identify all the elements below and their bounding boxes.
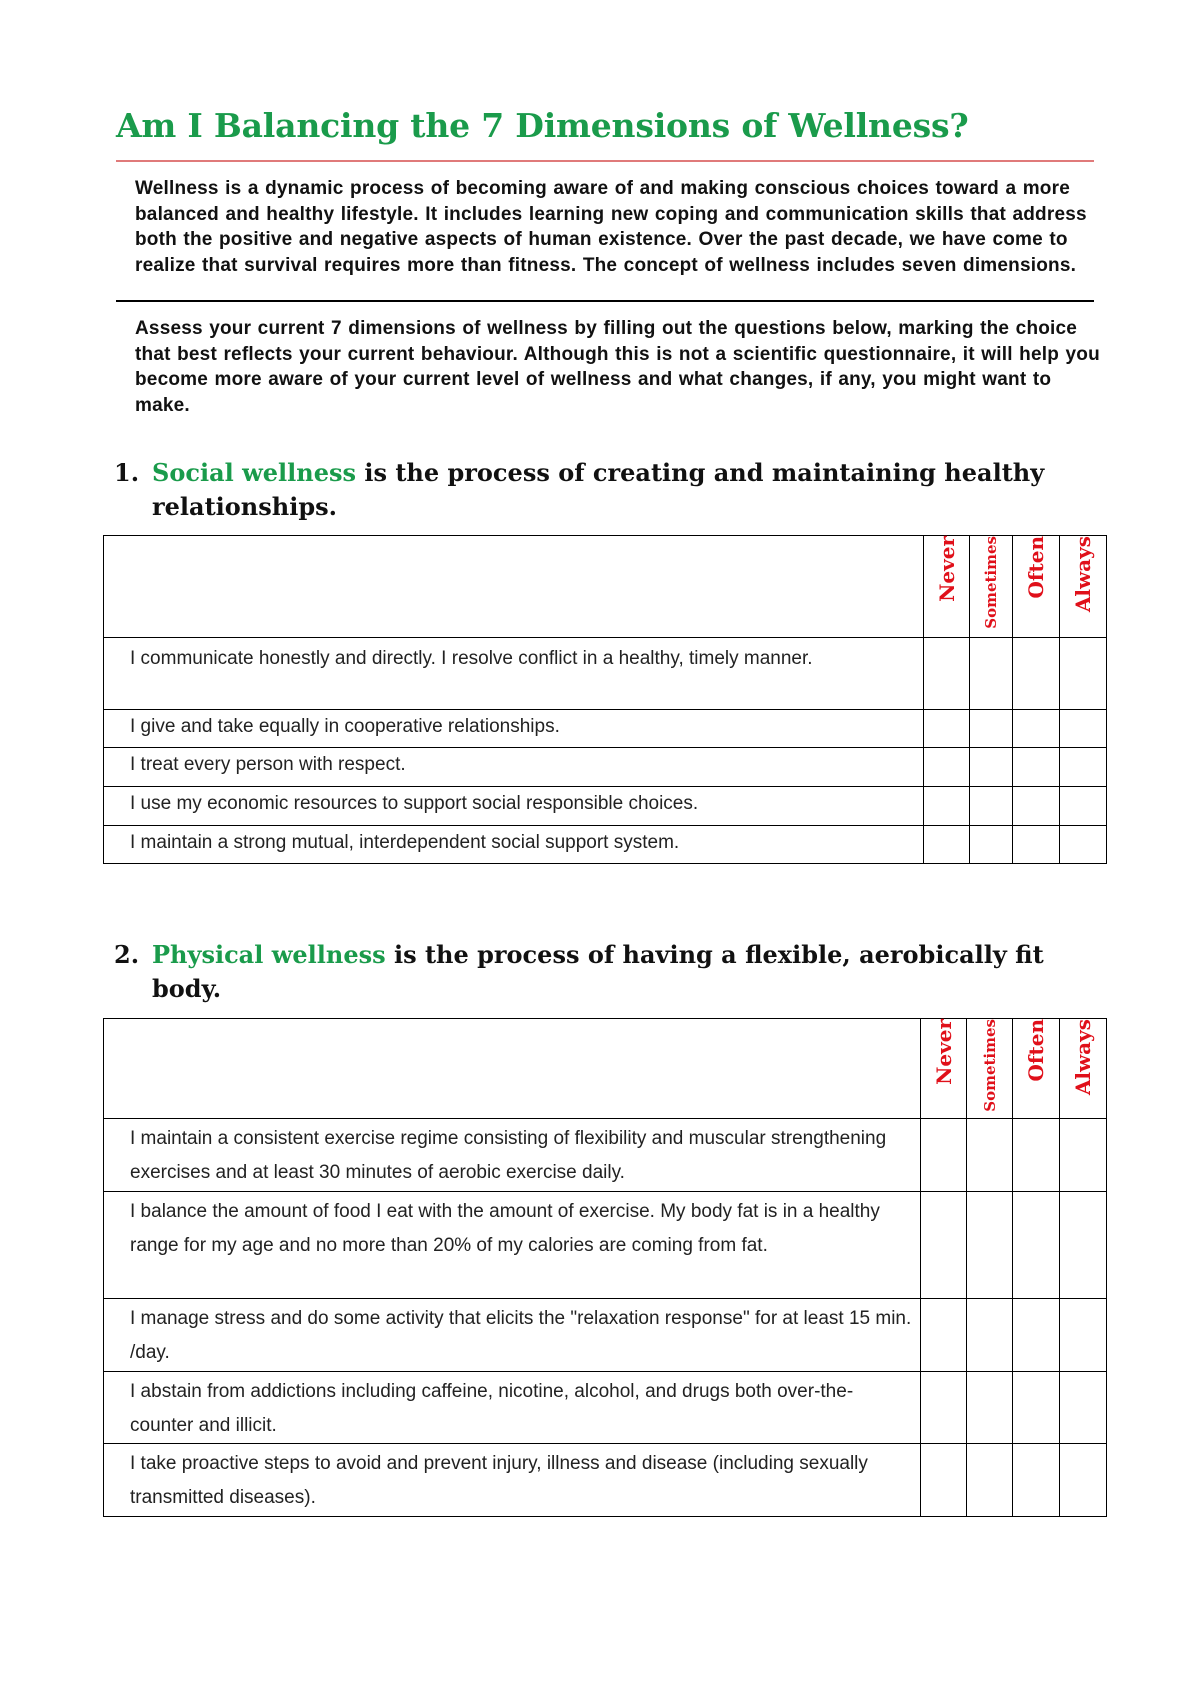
table-row xyxy=(104,1192,1107,1299)
table-header-row xyxy=(104,1019,1107,1119)
never-checkbox[interactable] xyxy=(924,638,970,710)
often-checkbox[interactable] xyxy=(1013,826,1060,864)
social-wellness-table xyxy=(103,535,1107,864)
table-row xyxy=(104,748,1107,787)
column-label: Sometimes xyxy=(980,1019,999,1112)
always-checkbox[interactable] xyxy=(1060,710,1107,748)
statement-text: I maintain a strong mutual, interdependent social support system. xyxy=(104,826,924,864)
section-heading-social xyxy=(114,456,1074,524)
never-checkbox[interactable] xyxy=(921,1119,967,1192)
never-checkbox[interactable] xyxy=(921,1372,967,1444)
always-checkbox[interactable] xyxy=(1060,638,1107,710)
table-row xyxy=(104,1372,1107,1444)
often-checkbox[interactable] xyxy=(1013,1192,1060,1299)
table-row xyxy=(104,787,1107,826)
column-label: Often xyxy=(1024,536,1048,599)
sometimes-checkbox[interactable] xyxy=(967,1119,1013,1192)
statement-text: I manage stress and do some activity that elicits the "relaxation response" for at least 15 min. /day. xyxy=(104,1299,921,1372)
sometimes-checkbox[interactable] xyxy=(970,748,1013,787)
header-blank-cell xyxy=(104,1019,921,1119)
always-checkbox[interactable] xyxy=(1060,1372,1107,1444)
section-number: 1. xyxy=(114,458,140,487)
column-header-often xyxy=(1013,1019,1060,1119)
statement-text: I give and take equally in cooperative relationships. xyxy=(104,710,924,748)
always-checkbox[interactable] xyxy=(1060,826,1107,864)
always-checkbox[interactable] xyxy=(1060,748,1107,787)
column-header-sometimes xyxy=(970,536,1013,638)
column-label: Never xyxy=(934,536,959,602)
column-header-often xyxy=(1013,536,1060,638)
assess-paragraph: Assess your current 7 dimensions of wellness by filling out the questions below, marking the choice that best reflects your current behaviour. Although this is not a scientific questionnaire, it will help you become more aware of your current level of wellness and what changes, if any, you might want to make. xyxy=(135,318,1100,416)
column-header-always xyxy=(1060,1019,1107,1119)
column-header-always xyxy=(1060,536,1107,638)
column-label: Often xyxy=(1024,1019,1048,1082)
often-checkbox[interactable] xyxy=(1013,1299,1060,1372)
often-checkbox[interactable] xyxy=(1013,1119,1060,1192)
table-row xyxy=(104,638,1107,710)
often-checkbox[interactable] xyxy=(1013,638,1060,710)
often-checkbox[interactable] xyxy=(1013,710,1060,748)
often-checkbox[interactable] xyxy=(1013,748,1060,787)
intro-paragraph: Wellness is a dynamic process of becoming aware of and making conscious choices toward a more balanced and healthy lifestyle. It includes learning new coping and communication skills that address both the positive and negative aspects of human existence. Over the past decade, we have come to realize that survival requires more than fitness. The concept of wellness includes seven dimensions. xyxy=(135,178,1087,276)
never-checkbox[interactable] xyxy=(924,748,970,787)
sometimes-checkbox[interactable] xyxy=(970,710,1013,748)
column-header-never xyxy=(921,1019,967,1119)
always-checkbox[interactable] xyxy=(1060,1192,1107,1299)
section-number: 2. xyxy=(114,940,140,969)
sometimes-checkbox[interactable] xyxy=(970,787,1013,826)
column-header-never xyxy=(924,536,970,638)
table-header-row xyxy=(104,536,1107,638)
statement-text: I balance the amount of food I eat with the amount of exercise. My body fat is in a healthy range for my age and no more than 20% of my calories are coming from fat. xyxy=(104,1192,921,1299)
sometimes-checkbox[interactable] xyxy=(967,1372,1013,1444)
table-row xyxy=(104,1444,1107,1517)
section-description: is the process of creating and maintaining healthy xyxy=(356,458,1045,487)
sometimes-checkbox[interactable] xyxy=(970,826,1013,864)
always-checkbox[interactable] xyxy=(1060,787,1107,826)
never-checkbox[interactable] xyxy=(921,1444,967,1517)
never-checkbox[interactable] xyxy=(924,826,970,864)
table-row xyxy=(104,826,1107,864)
sometimes-checkbox[interactable] xyxy=(967,1192,1013,1299)
table-row xyxy=(104,1119,1107,1192)
section-description-cont: body. xyxy=(152,974,222,1003)
column-label: Always xyxy=(1071,1019,1095,1096)
statement-text: I treat every person with respect. xyxy=(104,748,924,787)
column-label: Never xyxy=(931,1019,956,1085)
title-divider xyxy=(116,160,1094,162)
statement-text: I use my economic resources to support social responsible choices. xyxy=(104,787,924,826)
statement-text: I abstain from addictions including caffeine, nicotine, alcohol, and drugs both over-the-counter and illicit. xyxy=(104,1372,921,1444)
never-checkbox[interactable] xyxy=(924,710,970,748)
always-checkbox[interactable] xyxy=(1060,1444,1107,1517)
sometimes-checkbox[interactable] xyxy=(967,1299,1013,1372)
never-checkbox[interactable] xyxy=(924,787,970,826)
often-checkbox[interactable] xyxy=(1013,1372,1060,1444)
sometimes-checkbox[interactable] xyxy=(970,638,1013,710)
never-checkbox[interactable] xyxy=(921,1192,967,1299)
column-label: Sometimes xyxy=(982,536,1000,629)
section-description-cont: relationships. xyxy=(152,492,337,521)
sometimes-checkbox[interactable] xyxy=(967,1444,1013,1517)
header-blank-cell xyxy=(104,536,924,638)
always-checkbox[interactable] xyxy=(1060,1119,1107,1192)
section-term: Physical wellness xyxy=(152,940,386,969)
statement-text: I maintain a consistent exercise regime consisting of flexibility and muscular strengthening exercises and at least 30 minutes of aerobic exercise daily. xyxy=(104,1119,921,1192)
always-checkbox[interactable] xyxy=(1060,1299,1107,1372)
statement-text: I communicate honestly and directly. I resolve conflict in a healthy, timely manner. xyxy=(104,638,924,710)
never-checkbox[interactable] xyxy=(921,1299,967,1372)
intro-divider xyxy=(116,300,1094,302)
column-label: Always xyxy=(1071,536,1095,613)
often-checkbox[interactable] xyxy=(1013,787,1060,826)
table-row xyxy=(104,710,1107,748)
page-title: Am I Balancing the 7 Dimensions of Wellness? xyxy=(116,106,969,145)
section-heading-physical xyxy=(114,938,1074,1006)
section-term: Social wellness xyxy=(152,458,356,487)
physical-wellness-table xyxy=(103,1018,1107,1517)
section-description: is the process of having a flexible, aerobically fit xyxy=(385,940,1044,969)
often-checkbox[interactable] xyxy=(1013,1444,1060,1517)
statement-text: I take proactive steps to avoid and prevent injury, illness and disease (including sexually transmitted diseases). xyxy=(104,1444,921,1517)
column-header-sometimes xyxy=(967,1019,1013,1119)
table-row xyxy=(104,1299,1107,1372)
